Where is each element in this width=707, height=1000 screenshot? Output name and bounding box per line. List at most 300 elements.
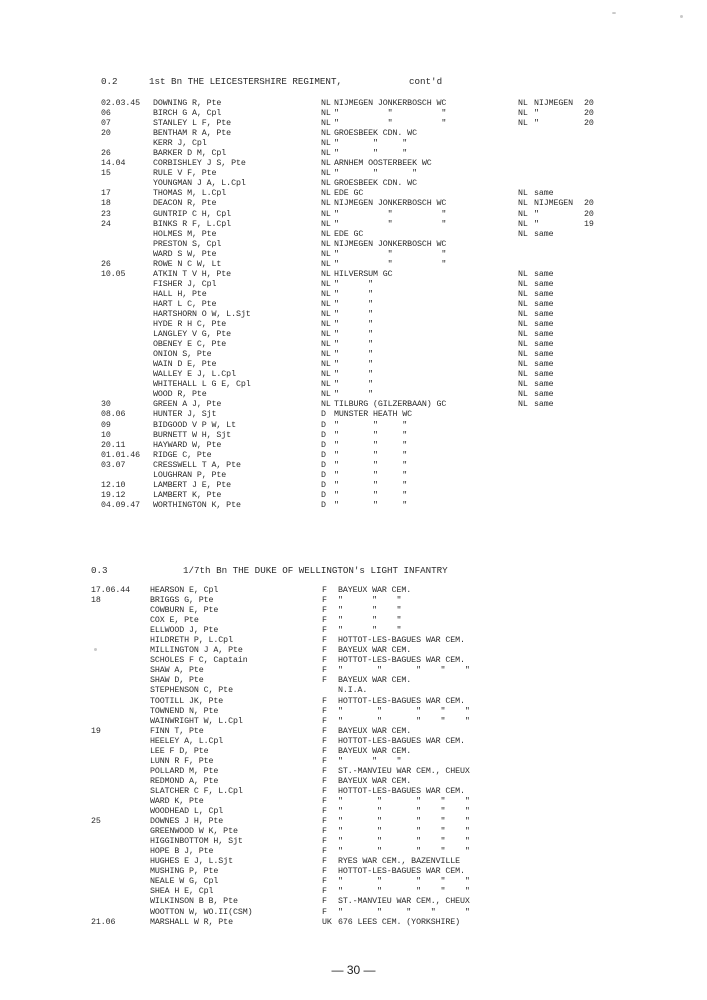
death-date: 01.01.46 (101, 450, 141, 460)
table-row (0, 310, 707, 320)
page-number: — 30 — (331, 963, 376, 977)
burial-country: F (322, 716, 327, 726)
burial-place: " " (334, 380, 374, 390)
burial-country: NL (321, 370, 331, 380)
burial-country: NL (321, 269, 331, 279)
burial-place: N.I.A. (338, 686, 368, 696)
soldier-name: WARD S W, Pte (153, 249, 217, 259)
burial-place: " " " " " (338, 837, 470, 847)
soldier-name: WAINWRIGHT W, L.Cpl (150, 716, 243, 726)
burial-country: NL (321, 119, 331, 129)
burial-country: NL (321, 129, 331, 139)
burial-place: " " " (334, 450, 408, 460)
memorial-number: 20 (584, 99, 594, 108)
burial-place: " " " (334, 490, 408, 500)
table-row (0, 586, 707, 596)
table-row (0, 827, 707, 837)
burial-place: " " " " " (338, 827, 470, 837)
death-date: 10 (101, 430, 111, 440)
table-row (0, 290, 707, 300)
burial-country: F (322, 596, 327, 606)
table-row (0, 908, 707, 918)
soldier-name: MUSHING P, Pte (150, 867, 219, 877)
memorial-place: same (534, 340, 554, 350)
burial-place: " " " (334, 440, 408, 450)
burial-country: F (322, 756, 327, 766)
table-row (0, 666, 707, 676)
burial-country: F (322, 746, 327, 756)
burial-place: BAYEUX WAR CEM. (338, 676, 412, 686)
soldier-name: POLLARD M, Pte (150, 766, 219, 776)
death-date: 07 (101, 119, 111, 129)
burial-country: F (322, 897, 327, 907)
table-row (0, 817, 707, 827)
table-row (0, 837, 707, 847)
burial-country: F (322, 887, 327, 897)
table-row (0, 646, 707, 656)
memorial-country: NL (518, 279, 528, 289)
table-row (0, 240, 707, 250)
burial-country: D (321, 410, 326, 420)
table-row (0, 220, 707, 230)
memorial-place: same (534, 380, 554, 390)
table-row (0, 260, 707, 270)
table-row (0, 676, 707, 686)
memorial-country: NL (518, 309, 528, 319)
burial-place: ARNHEM OOSTERBEEK WC (334, 159, 432, 169)
burial-place: " " " (334, 430, 408, 440)
table-row (0, 501, 707, 511)
section1-unit-title: 1st Bn THE LEICESTERSHIRE REGIMENT, (149, 76, 342, 87)
burial-place: " " " (334, 259, 447, 269)
soldier-name: RULE V F, Pte (153, 169, 217, 179)
table-row (0, 390, 707, 400)
soldier-name: WORTHINGTON K, Pte (153, 500, 241, 510)
soldier-name: HOPE B J, Pte (150, 847, 214, 857)
burial-place: " " " (338, 596, 402, 606)
death-date: 19 (91, 726, 101, 736)
burial-place: " " (334, 320, 374, 330)
soldier-name: WALLEY E J, L.Cpl (153, 370, 236, 380)
burial-place: " " (334, 289, 374, 299)
burial-country: NL (321, 179, 331, 189)
soldier-name: HUNTER J, Sjt (153, 410, 217, 420)
table-row (0, 697, 707, 707)
section2-table (0, 586, 707, 928)
memorial-place: same (534, 229, 554, 239)
death-date: 26 (101, 259, 111, 269)
burial-place: ST.-MANVIEU WAR CEM., CHEUX (338, 766, 470, 776)
soldier-name: HILDRETH P, L.Cpl (150, 636, 233, 646)
burial-country: F (322, 726, 327, 736)
death-date: 23 (101, 209, 111, 219)
table-row (0, 330, 707, 340)
soldier-name: HALL H, Pte (153, 289, 207, 299)
burial-place: " " " (334, 470, 408, 480)
memorial-place: same (534, 269, 554, 279)
burial-country: F (322, 796, 327, 806)
table-row (0, 360, 707, 370)
burial-country: F (322, 847, 327, 857)
memorial-country: NL (518, 269, 528, 279)
memorial-place: same (534, 299, 554, 309)
burial-place: " " " (334, 169, 417, 179)
burial-place: NIJMEGEN JONKERBOSCH WC (334, 99, 447, 108)
table-row (0, 159, 707, 169)
table-row (0, 410, 707, 420)
table-row (0, 737, 707, 747)
table-row (0, 431, 707, 441)
burial-country: F (322, 656, 327, 666)
burial-country: F (322, 616, 327, 626)
burial-country: D (321, 480, 326, 490)
section2-code: 0.3 (91, 565, 108, 576)
burial-country: NL (321, 289, 331, 299)
memorial-country: NL (518, 360, 528, 370)
burial-place: " " " (334, 119, 447, 129)
soldier-name: WOOD R, Pte (153, 390, 207, 400)
burial-country: F (322, 676, 327, 686)
table-row (0, 250, 707, 260)
table-row (0, 149, 707, 159)
soldier-name: LEE F D, Pte (150, 746, 209, 756)
burial-place: BAYEUX WAR CEM. (338, 746, 412, 756)
burial-place: " " " (334, 149, 408, 159)
burial-country: NL (321, 219, 331, 229)
death-date: 12.10 (101, 480, 126, 490)
memorial-country: NL (518, 119, 528, 129)
soldier-name: WARD K, Pte (150, 796, 204, 806)
table-row (0, 199, 707, 209)
table-row (0, 421, 707, 431)
burial-country: NL (321, 330, 331, 340)
soldier-name: MILLINGTON J A, Pte (150, 646, 243, 656)
burial-place: " " (334, 390, 374, 400)
death-date: 14.04 (101, 159, 126, 169)
burial-country: NL (321, 400, 331, 410)
burial-place: RYES WAR CEM., BAZENVILLE (338, 857, 460, 867)
burial-country: UK (322, 917, 332, 927)
burial-country: NL (321, 340, 331, 350)
burial-country: NL (321, 109, 331, 119)
burial-country: D (321, 440, 326, 450)
burial-place: " " " (338, 756, 402, 766)
soldier-name: SCHOLES F C, Captain (150, 656, 248, 666)
table-row (0, 626, 707, 636)
burial-country: D (321, 490, 326, 500)
table-row (0, 777, 707, 787)
death-date: 24 (101, 219, 111, 229)
table-row (0, 847, 707, 857)
burial-country: F (322, 807, 327, 817)
table-row (0, 441, 707, 451)
burial-country: F (322, 646, 327, 656)
death-date: 18 (101, 199, 111, 209)
memorial-place: NIJMEGEN (534, 99, 574, 108)
soldier-name: ATKIN T V H, Pte (153, 269, 232, 279)
burial-place: HILVERSUM GC (334, 269, 393, 279)
burial-country: F (322, 817, 327, 827)
burial-country: F (322, 877, 327, 887)
burial-place: HOTTOT-LES-BAGUES WAR CEM. (338, 656, 465, 666)
burial-country: D (321, 470, 326, 480)
death-date: 03.07 (101, 460, 126, 470)
soldier-name: NEALE W G, Cpl (150, 877, 219, 887)
soldier-name: COWBURN E, Pte (150, 606, 219, 616)
soldier-name: HIGGINBOTTOM H, Sjt (150, 837, 243, 847)
table-row (0, 897, 707, 907)
burial-country: NL (321, 239, 331, 249)
soldier-name: HAYWARD W, Pte (153, 440, 222, 450)
burial-country: F (322, 907, 327, 917)
burial-country: F (322, 636, 327, 646)
burial-place: EDE GC (334, 229, 364, 239)
memorial-country: NL (518, 390, 528, 400)
soldier-name: RIDGE C, Pte (153, 450, 212, 460)
burial-place: " " (334, 350, 374, 360)
memorial-place: same (534, 279, 554, 289)
soldier-name: HARTSHORN O W, L.Sjt (153, 309, 251, 319)
burial-place: NIJMEGEN JONKERBOSCH WC (334, 239, 447, 249)
burial-place: " " " " " (338, 887, 470, 897)
burial-place: " " " " " (338, 796, 470, 806)
table-row (0, 270, 707, 280)
burial-country: F (322, 766, 327, 776)
burial-place: " " (334, 340, 374, 350)
soldier-name: LAMBERT J E, Pte (153, 480, 232, 490)
table-row (0, 707, 707, 717)
burial-country: F (322, 736, 327, 746)
memorial-place: same (534, 330, 554, 340)
table-row (0, 636, 707, 646)
death-date: 20 (101, 129, 111, 139)
death-date: 04.09.47 (101, 500, 141, 510)
memorial-country: NL (518, 350, 528, 360)
soldier-name: WHITEHALL L G E, Cpl (153, 380, 251, 390)
memorial-country: NL (518, 189, 528, 199)
burial-place: TILBURG (GILZERBAAN) GC (334, 400, 447, 410)
soldier-name: MARSHALL W R, Pte (150, 917, 233, 927)
memorial-number: 20 (584, 199, 594, 209)
burial-country: NL (321, 279, 331, 289)
death-date: 25 (91, 817, 101, 827)
scan-speck (680, 15, 683, 18)
death-date: 19.12 (101, 490, 126, 500)
table-row (0, 747, 707, 757)
burial-place: GROESBEEK CDN. WC (334, 129, 417, 139)
death-date: 02.03.45 (101, 99, 141, 108)
scan-speck (612, 12, 616, 14)
soldier-name: HEARSON E, Cpl (150, 586, 219, 595)
memorial-number: 20 (584, 209, 594, 219)
table-row (0, 787, 707, 797)
memorial-country: NL (518, 209, 528, 219)
table-row (0, 757, 707, 767)
table-row (0, 179, 707, 189)
soldier-name: BARKER D M, Cpl (153, 149, 227, 159)
burial-place: " " " (334, 219, 447, 229)
soldier-name: GUNTRIP C H, Cpl (153, 209, 232, 219)
burial-country: NL (321, 299, 331, 309)
table-row (0, 230, 707, 240)
memorial-country: NL (518, 330, 528, 340)
table-row (0, 596, 707, 606)
soldier-name: ONION S, Pte (153, 350, 212, 360)
burial-place: BAYEUX WAR CEM. (338, 726, 412, 736)
table-row (0, 471, 707, 481)
soldier-name: HOLMES M, Pte (153, 229, 217, 239)
table-row (0, 109, 707, 119)
burial-place: ST.-MANVIEU WAR CEM., CHEUX (338, 897, 470, 907)
soldier-name: FISHER J, Cpl (153, 279, 217, 289)
burial-country: NL (321, 149, 331, 159)
memorial-place: same (534, 400, 554, 410)
burial-place: HOTTOT-LES-BAGUES WAR CEM. (338, 867, 465, 877)
soldier-name: DOWNES J H, Pte (150, 817, 224, 827)
burial-country: F (322, 586, 327, 595)
soldier-name: KERR J, Cpl (153, 139, 207, 149)
soldier-name: SHEA H E, Cpl (150, 887, 214, 897)
death-date: 21.06 (91, 917, 116, 927)
table-row (0, 727, 707, 737)
memorial-number: 20 (584, 119, 594, 129)
soldier-name: HUGHES E J, L.Sjt (150, 857, 233, 867)
soldier-name: ELLWOOD J, Pte (150, 626, 219, 636)
soldier-name: BIRCH G A, Cpl (153, 109, 222, 119)
death-date: 18 (91, 596, 101, 606)
soldier-name: THOMAS M, L.Cpl (153, 189, 227, 199)
soldier-name: ROWE N C W, Lt (153, 259, 222, 269)
memorial-country: NL (518, 340, 528, 350)
table-row (0, 189, 707, 199)
soldier-name: BRIGGS G, Pte (150, 596, 214, 606)
table-row (0, 686, 707, 696)
burial-place: " " " " " (338, 877, 470, 887)
burial-country: NL (321, 259, 331, 269)
death-date: 30 (101, 400, 111, 410)
burial-place: GROESBEEK CDN. WC (334, 179, 417, 189)
table-row (0, 129, 707, 139)
table-row (0, 210, 707, 220)
burial-country: NL (321, 360, 331, 370)
death-date: 06 (101, 109, 111, 119)
soldier-name: GREENWOOD W K, Pte (150, 827, 238, 837)
soldier-name: WILKINSON B B, Pte (150, 897, 238, 907)
soldier-name: REDMOND A, Pte (150, 776, 219, 786)
table-row (0, 767, 707, 777)
memorial-place: same (534, 390, 554, 400)
burial-country: F (322, 666, 327, 676)
memorial-country: NL (518, 320, 528, 330)
soldier-name: LANGLEY V G, Pte (153, 330, 232, 340)
memorial-place: same (534, 370, 554, 380)
table-row (0, 99, 707, 109)
table-row (0, 139, 707, 149)
soldier-name: BINKS R F, L.Cpl (153, 219, 232, 229)
soldier-name: LAMBERT K, Pte (153, 490, 222, 500)
section1-code: 0.2 (101, 76, 118, 87)
burial-place: " " " " " (338, 666, 470, 676)
burial-place: " " " (338, 626, 402, 636)
burial-place: " " " (334, 500, 408, 510)
burial-place: BAYEUX WAR CEM. (338, 776, 412, 786)
table-row (0, 797, 707, 807)
memorial-country: NL (518, 400, 528, 410)
memorial-country: NL (518, 99, 528, 108)
burial-country: F (322, 626, 327, 636)
soldier-name: TOOTILL JK, Pte (150, 696, 224, 706)
memorial-place: same (534, 350, 554, 360)
burial-country: F (322, 706, 327, 716)
death-date: 20.11 (101, 440, 126, 450)
burial-country: NL (321, 380, 331, 390)
table-row (0, 887, 707, 897)
burial-place: " " (334, 330, 374, 340)
burial-place: " " " (338, 606, 402, 616)
burial-place: " " " (334, 480, 408, 490)
soldier-name: CORBISHLEY J S, Pte (153, 159, 246, 169)
table-row (0, 340, 707, 350)
table-row (0, 717, 707, 727)
memorial-country: NL (518, 299, 528, 309)
table-row (0, 320, 707, 330)
burial-country: F (322, 606, 327, 616)
memorial-place: same (534, 320, 554, 330)
memorial-country: NL (518, 380, 528, 390)
burial-country: NL (321, 350, 331, 360)
table-row (0, 857, 707, 867)
soldier-name: BIDGOOD V P W, Lt (153, 420, 236, 430)
burial-place: MUNSTER HEATH WC (334, 410, 413, 420)
burial-place: " " " (334, 109, 447, 119)
soldier-name: SLATCHER C F, L.Cpl (150, 786, 243, 796)
soldier-name: YOUNGMAN J A, L.Cpl (153, 179, 246, 189)
death-date: 17.06.44 (91, 586, 131, 595)
burial-place: BAYEUX WAR CEM. (338, 646, 412, 656)
burial-place: " " " (334, 249, 447, 259)
memorial-country: NL (518, 229, 528, 239)
burial-place: " " (334, 279, 374, 289)
burial-place: " " " (334, 460, 408, 470)
table-row (0, 491, 707, 501)
table-row (0, 656, 707, 666)
burial-country: NL (321, 189, 331, 199)
burial-country: F (322, 827, 327, 837)
soldier-name: OBENEY E C, Pte (153, 340, 227, 350)
soldier-name: FINN T, Pte (150, 726, 204, 736)
burial-place: " " " " " (338, 807, 470, 817)
section1-table (0, 99, 707, 511)
burial-place: " " " (338, 616, 402, 626)
soldier-name: STANLEY L F, Pte (153, 119, 232, 129)
table-row (0, 606, 707, 616)
soldier-name: HEELEY A, L.Cpl (150, 736, 224, 746)
burial-country: F (322, 867, 327, 877)
memorial-place: " (534, 209, 539, 219)
burial-place: HOTTOT-LES-BAGUES WAR CEM. (338, 636, 465, 646)
burial-place: " " " " " (338, 907, 470, 917)
burial-country: NL (321, 199, 331, 209)
death-date: 10.05 (101, 269, 126, 279)
table-row (0, 867, 707, 877)
burial-place: 676 LEES CEM. (YORKSHIRE) (338, 917, 460, 927)
memorial-place: NIJMEGEN (534, 199, 574, 209)
burial-place: " " " (334, 420, 408, 430)
soldier-name: DOWNING R, Pte (153, 99, 222, 108)
burial-country: D (321, 430, 326, 440)
memorial-number: 19 (584, 219, 594, 229)
burial-country: F (322, 786, 327, 796)
